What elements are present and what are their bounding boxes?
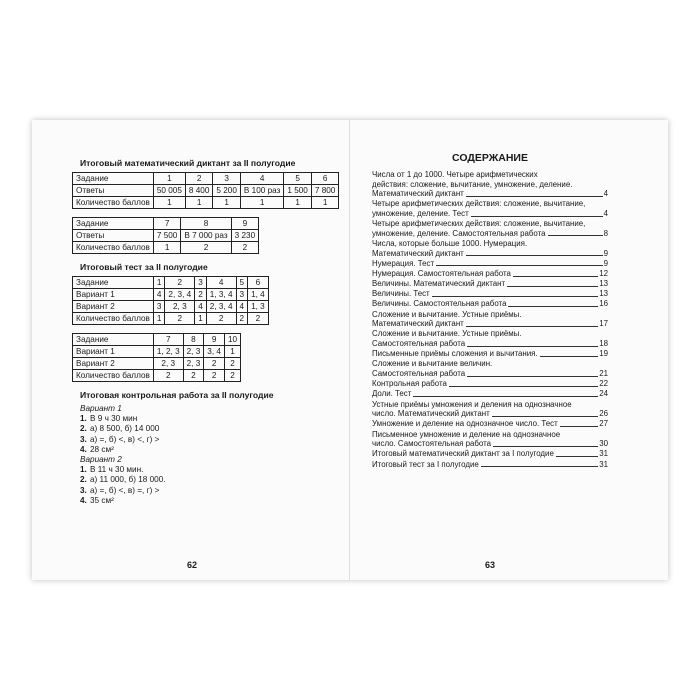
toc-item <box>372 400 608 419</box>
table-cell: 1 <box>213 197 241 209</box>
table-cell: 2, 3 <box>183 358 204 370</box>
toc-leader <box>556 456 598 457</box>
table-cell: 2, 3 <box>165 301 195 313</box>
answer-text: В 11 ч 30 мин. <box>90 465 144 475</box>
toc-item-text: умножение, деление. Тест <box>372 208 469 218</box>
table-cell: 1 <box>224 346 240 358</box>
answer-text: а) 8 500, б) 14 000 <box>90 424 160 434</box>
page-number: 62 <box>187 560 198 570</box>
toc-item-text: Сложение и вычитание величин. <box>372 359 493 369</box>
answer-text: 35 см² <box>90 495 114 505</box>
table-cell: 2 <box>165 277 195 289</box>
table-cell: 2 <box>165 313 195 325</box>
toc-page-number: 30 <box>599 439 608 449</box>
toc-page-number: 4 <box>603 208 608 218</box>
toc-page-number: 31 <box>599 449 608 459</box>
toc-item <box>372 199 608 218</box>
toc-item-text: Числа от 1 до 1000. Четыре арифметических <box>372 170 538 179</box>
test-table-2 <box>72 333 241 382</box>
toc-item <box>372 279 608 289</box>
toc-item <box>372 359 608 378</box>
table-cell: 3 <box>236 289 248 301</box>
toc-leader <box>467 376 598 377</box>
table-cell: 2 <box>204 358 225 370</box>
toc-item <box>372 419 608 429</box>
toc-item <box>372 259 608 269</box>
toc-page-number: 18 <box>599 339 608 349</box>
toc-leader <box>548 235 603 236</box>
toc-leader <box>467 346 598 347</box>
table-cell: 1 500 <box>284 185 312 197</box>
table-row <box>73 173 339 185</box>
table-cell: 1, 2, 3 <box>153 346 183 358</box>
book-spread <box>32 120 668 580</box>
toc-leader <box>432 296 599 297</box>
table-cell: 1 <box>153 242 181 254</box>
toc-item-text: Итоговый математический диктант за I полугодие <box>372 449 554 459</box>
answer-text: В 9 ч 30 мин <box>90 414 138 424</box>
answer-text: а) =, б) <, в) <, г) > <box>90 434 160 444</box>
table-cell: 7 <box>153 334 183 346</box>
toc-item-text: Письменное умножение и деление на однозначное <box>372 429 561 439</box>
table-cell: 4 <box>206 277 236 289</box>
dictation-title: Итоговый математический диктант за II полугодие <box>80 158 296 168</box>
toc-item <box>372 299 608 309</box>
table-cell: 1 <box>240 197 283 209</box>
table-cell: 2 <box>224 358 240 370</box>
table-cell: 6 <box>311 173 339 185</box>
toc-item-text: число. Самостоятельная работа <box>372 439 492 449</box>
toc-page-number: 27 <box>599 419 608 429</box>
toc-leader <box>507 286 598 287</box>
answer-item <box>80 465 330 475</box>
toc-leader <box>540 356 599 357</box>
toc-item <box>372 219 608 238</box>
table-cell: 1, 4 <box>248 289 269 301</box>
table-cell: 8 400 <box>185 185 213 197</box>
toc-item-text: Числа, которые больше 1000. Нумерация. <box>372 238 528 248</box>
table-cell: 9 <box>231 218 259 230</box>
control-title: Итоговая контрольная работа за II полугодие <box>80 390 274 400</box>
toc-leader <box>471 216 603 217</box>
table-row <box>73 289 269 301</box>
row-label: Количество баллов <box>73 197 154 209</box>
answer-item <box>80 424 330 434</box>
table-cell: 1 <box>195 313 207 325</box>
toc-leader <box>413 396 598 397</box>
table-cell: 6 <box>248 277 269 289</box>
table-row <box>73 242 259 254</box>
table-row <box>73 185 339 197</box>
toc-page-number: 24 <box>599 389 608 399</box>
table-row <box>73 358 241 370</box>
toc-item-text: Самостоятельная работа <box>372 339 466 349</box>
toc-page-number: 16 <box>599 299 608 309</box>
table-cell: 3 230 <box>231 230 259 242</box>
toc-item <box>372 170 608 199</box>
table-cell: 4 <box>240 173 283 185</box>
table-row <box>73 301 269 313</box>
table-row <box>73 230 259 242</box>
toc-page-number: 21 <box>599 369 608 378</box>
toc-leader <box>560 426 599 427</box>
toc-item-text: Нумерация. Самостоятельная работа <box>372 268 511 278</box>
table-row <box>73 346 241 358</box>
table-cell: 2, 3 <box>153 358 183 370</box>
answer-number: 2. <box>80 424 87 434</box>
toc-leader <box>493 446 598 447</box>
table-cell: 2 <box>195 289 207 301</box>
table-cell: 8 <box>183 334 204 346</box>
toc-page-number: 31 <box>599 459 608 469</box>
answer-text: а) =, б) <, в) =, г) > <box>90 485 160 495</box>
variant-heading: Вариант 1 <box>80 404 122 413</box>
table-cell: 2, 3, 4 <box>206 301 236 313</box>
table-cell: 1 <box>185 197 213 209</box>
answer-item <box>80 445 330 455</box>
table-cell: 10 <box>224 334 240 346</box>
toc-item <box>372 329 608 348</box>
table-row <box>73 334 241 346</box>
toc-item-text: число. Математический диктант <box>372 409 490 419</box>
row-label: Ответы <box>73 185 154 197</box>
table-cell: 2 <box>248 313 269 325</box>
row-label: Вариант 2 <box>73 358 154 370</box>
toc-item-text: Доли. Тест <box>372 389 412 399</box>
toc-item-text: умножение, деление. Самостоятельная работа <box>372 228 546 238</box>
toc-item-text: Величины. Самостоятельная работа <box>372 299 507 309</box>
toc-item <box>372 430 608 449</box>
toc-leader <box>436 265 603 266</box>
toc-page-number: 13 <box>599 289 608 299</box>
toc-page-number: 12 <box>599 268 608 278</box>
answer-item <box>80 475 330 485</box>
table-cell: 2 <box>206 313 236 325</box>
variant-heading: Вариант 2 <box>80 455 122 465</box>
answer-item <box>80 414 330 424</box>
table-cell: 4 <box>195 301 207 313</box>
toc-item-text: Величины. Математический диктант <box>372 279 506 289</box>
table-cell: 2 <box>231 242 259 254</box>
table-cell: 1 <box>311 197 339 209</box>
toc-leader <box>449 386 598 387</box>
toc-item-text: Величины. Тест <box>372 289 430 299</box>
row-label: Задание <box>73 218 154 230</box>
row-label: Задание <box>73 334 154 346</box>
table-row <box>73 370 241 382</box>
toc-leader <box>481 466 598 467</box>
toc-page-number: 13 <box>599 279 608 289</box>
row-label: Количество баллов <box>73 242 154 254</box>
answer-item <box>80 496 330 506</box>
table-cell: 1 <box>153 313 165 325</box>
table-cell: 50 005 <box>153 185 185 197</box>
toc-page-number: 19 <box>599 349 608 359</box>
test-table-1 <box>72 276 269 325</box>
table-cell: 2 <box>204 370 225 382</box>
table-cell: 2 <box>224 370 240 382</box>
toc-item-text: Математический диктант <box>372 189 464 199</box>
toc-page-number: 9 <box>603 248 608 258</box>
toc-item-text: Сложение и вычитание. Устные приёмы. <box>372 329 522 339</box>
table-cell: 5 <box>284 173 312 185</box>
toc-item-text: Четыре арифметических действия: сложение, вычитание, <box>372 199 586 209</box>
table-cell: 1 <box>153 277 165 289</box>
toc-item <box>372 379 608 389</box>
dictation-table-2 <box>72 217 259 254</box>
table-cell: 1, 3, 4 <box>206 289 236 301</box>
toc-item <box>372 349 608 359</box>
answer-number: 3. <box>80 434 87 444</box>
table-cell: 3 <box>213 173 241 185</box>
answer-number: 3. <box>80 485 87 495</box>
table-row <box>73 197 339 209</box>
answer-number: 4. <box>80 495 87 505</box>
toc-list <box>372 170 608 469</box>
toc-leader <box>466 196 603 197</box>
answer-number: 2. <box>80 475 87 485</box>
row-label: Задание <box>73 277 154 289</box>
toc-leader <box>492 416 598 417</box>
answer-number: 4. <box>80 444 87 454</box>
row-label: Количество баллов <box>73 370 154 382</box>
toc-item <box>372 269 608 279</box>
toc-item-text: Математический диктант <box>372 319 464 329</box>
toc-leader <box>466 326 598 327</box>
table-cell: 3, 4 <box>204 346 225 358</box>
table-row <box>73 277 269 289</box>
table-cell: 2 <box>181 242 231 254</box>
table-cell: 5 <box>236 277 248 289</box>
toc-item-text: действия: сложение, вычитание, умножение, деление. <box>372 179 573 189</box>
toc-item <box>372 389 608 399</box>
row-label: Вариант 2 <box>73 301 154 313</box>
table-cell: 1 <box>153 173 185 185</box>
toc-item-text: Письменные приёмы сложения и вычитания. <box>372 349 538 359</box>
toc-leader <box>508 306 598 307</box>
row-label: Ответы <box>73 230 154 242</box>
table-cell: 2, 3 <box>183 346 204 358</box>
toc-leader <box>513 276 598 277</box>
toc-page-number: 8 <box>603 228 608 238</box>
toc-item-text: Четыре арифметических действия: сложение, вычитание, <box>372 219 586 229</box>
toc-page-number: 17 <box>599 319 608 329</box>
table-cell: 5 200 <box>213 185 241 197</box>
answer-item <box>80 435 330 445</box>
table-cell: 9 <box>204 334 225 346</box>
toc-item <box>372 449 608 459</box>
table-cell: 2, 3, 4 <box>165 289 195 301</box>
toc-leader <box>466 255 603 256</box>
toc-item-text: Нумерация. Тест <box>372 258 435 268</box>
toc-item <box>372 239 608 258</box>
left-page <box>32 120 350 580</box>
toc-page-number: 22 <box>599 379 608 389</box>
table-cell: 4 <box>153 289 165 301</box>
toc-item <box>372 289 608 299</box>
control-answers-list <box>80 404 330 506</box>
toc-page-number: 26 <box>599 409 608 419</box>
row-label: Количество баллов <box>73 313 154 325</box>
table-cell: 4 <box>236 301 248 313</box>
table-cell: 1, 3 <box>248 301 269 313</box>
table-cell: 2 <box>183 370 204 382</box>
table-cell: 7 500 <box>153 230 181 242</box>
table-row <box>73 218 259 230</box>
table-cell: 3 <box>195 277 207 289</box>
table-cell: 1 <box>284 197 312 209</box>
answer-number: 1. <box>80 414 87 424</box>
toc-item <box>372 310 608 329</box>
table-cell: 7 800 <box>311 185 339 197</box>
toc-page-number: 9 <box>603 258 608 268</box>
dictation-table-1 <box>72 172 339 209</box>
table-cell: 2 <box>153 370 183 382</box>
row-label: Задание <box>73 173 154 185</box>
toc-item-text: Итоговый тест за I полугодие <box>372 459 479 469</box>
toc-item-text: Самостоятельная работа <box>372 369 466 378</box>
table-cell: 2 <box>236 313 248 325</box>
row-label: Вариант 1 <box>73 346 154 358</box>
toc-item-text: Сложение и вычитание. Устные приёмы. <box>372 309 522 319</box>
table-cell: 3 <box>153 301 165 313</box>
table-cell: 1 <box>153 197 185 209</box>
table-cell: 2 <box>185 173 213 185</box>
table-cell: 8 <box>181 218 231 230</box>
page-number: 63 <box>485 560 496 570</box>
test-title: Итоговый тест за II полугодие <box>80 262 208 272</box>
toc-title: СОДЕРЖАНИЕ <box>452 152 528 164</box>
right-page <box>350 120 668 580</box>
toc-item <box>372 460 608 470</box>
toc-item-text: Контрольная работа <box>372 379 447 389</box>
toc-item-text: Устные приёмы умножения и деления на однозначное <box>372 399 572 409</box>
answer-number: 1. <box>80 465 87 475</box>
answer-item <box>80 486 330 496</box>
toc-page-number: 4 <box>603 189 608 199</box>
table-cell: В 100 раз <box>240 185 283 197</box>
toc-item-text: Математический диктант <box>372 248 464 258</box>
answer-text: а) 11 000, б) 18 000. <box>90 475 166 485</box>
row-label: Вариант 1 <box>73 289 154 301</box>
table-row <box>73 313 269 325</box>
answer-text: 28 см² <box>90 444 114 454</box>
table-cell: 7 <box>153 218 181 230</box>
toc-item-text: Умножение и деление на однозначное число. Тест <box>372 419 558 429</box>
table-cell: В 7 000 раз <box>181 230 231 242</box>
